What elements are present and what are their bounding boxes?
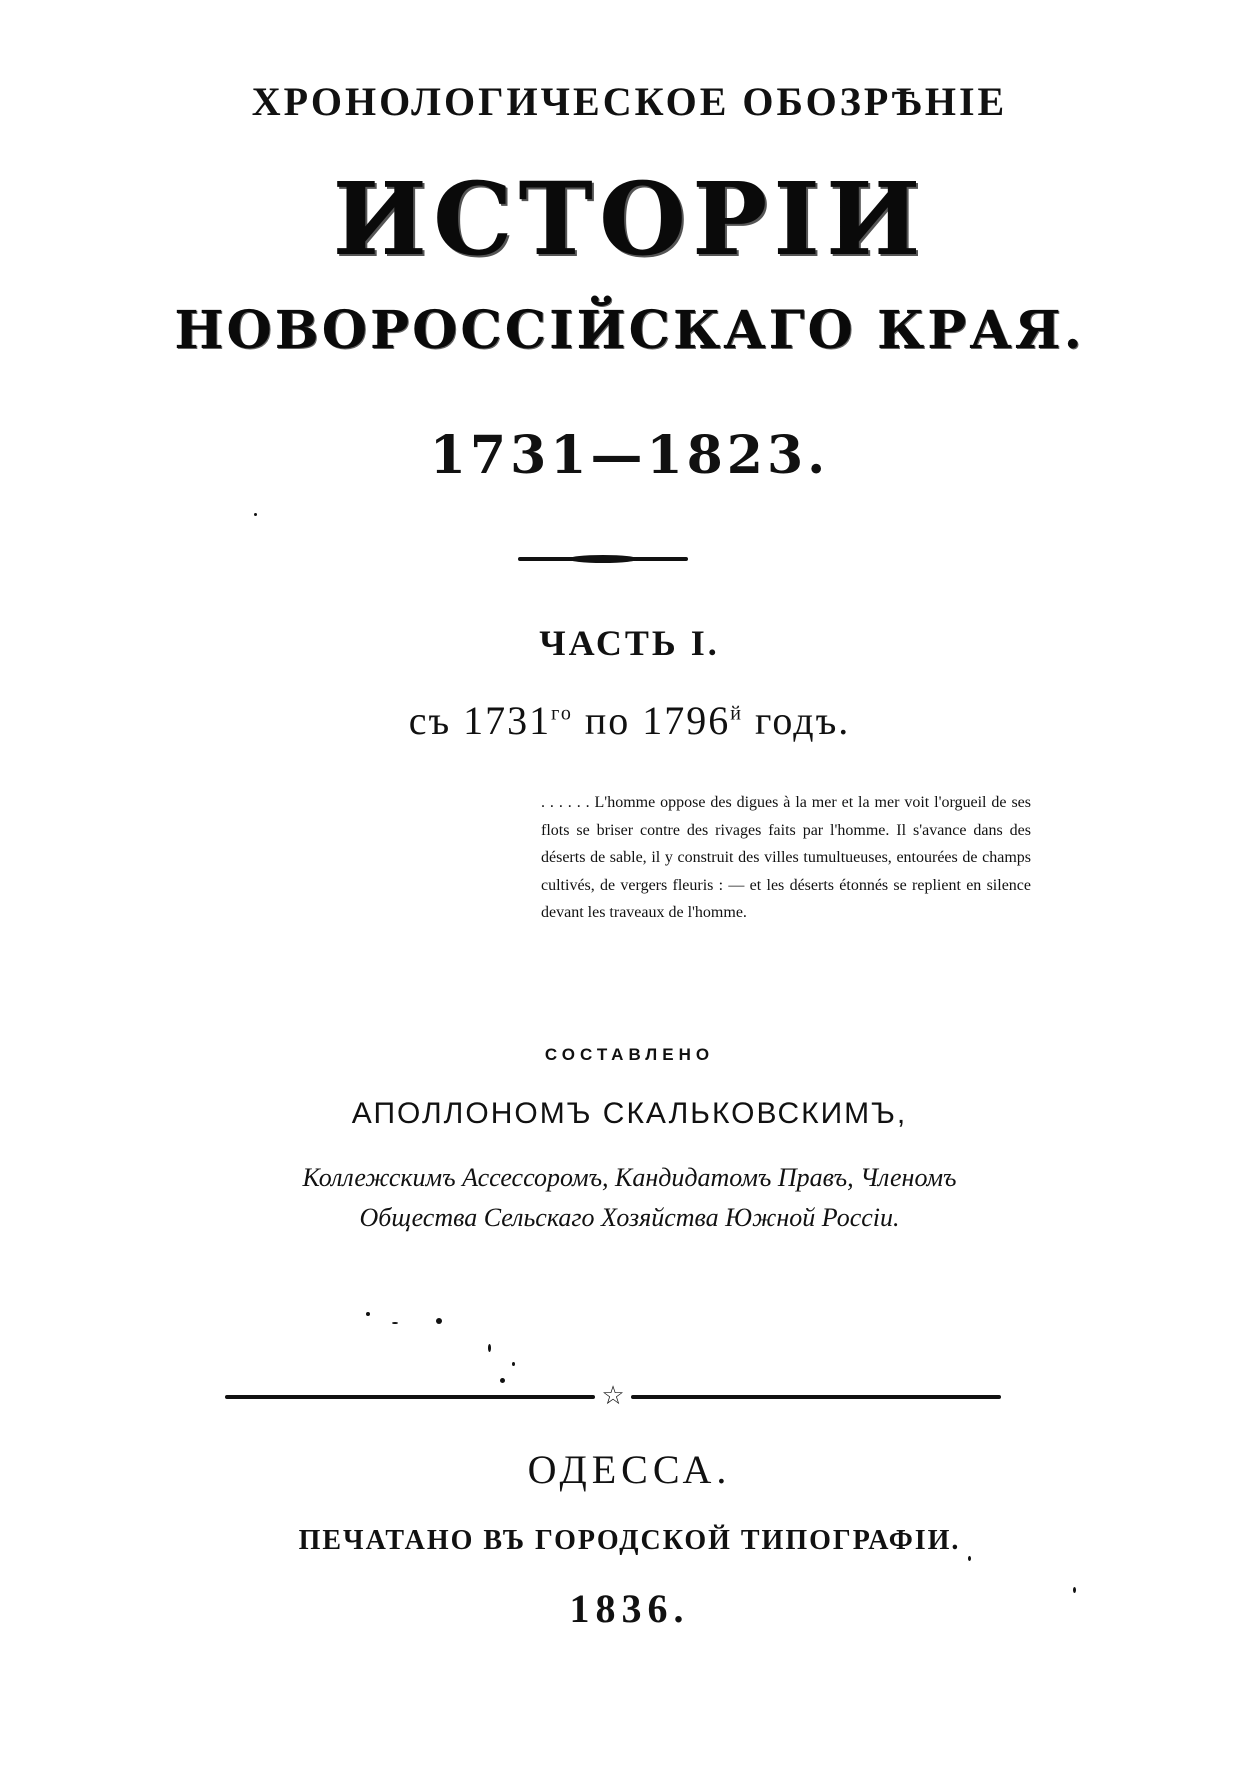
part-heading: ЧАСТЬ I. <box>539 623 720 663</box>
city: ОДЕССА. <box>527 1447 732 1492</box>
composed-label: СОСТАВЛЕНО <box>544 1045 715 1064</box>
print-speck <box>488 1344 491 1352</box>
print-speck <box>366 1312 370 1316</box>
print-speck <box>392 1322 398 1324</box>
printer-line: ПЕЧАТАНО ВЪ ГОРОДСКОЙ ТИПОГРАФІИ. <box>298 1525 961 1556</box>
publication-year: 1836. <box>569 1586 690 1631</box>
period-prefix: съ 1731 <box>408 698 552 743</box>
print-speck <box>254 513 257 516</box>
credentials-line-2: Общества Сельскаго Хозяйства Южной Россіи. <box>359 1203 900 1232</box>
author-name: АПОЛЛОНОМЪ СКАЛЬКОВСКИМЪ, <box>351 1097 908 1130</box>
print-speck <box>500 1378 505 1383</box>
ornamental-divider <box>225 1381 1001 1411</box>
print-speck <box>968 1556 971 1561</box>
subtitle: НОВОРОССІЙСКАГО КРАЯ. <box>174 300 1085 361</box>
credentials-line-1: Коллежскимъ Ассессоромъ, Кандидатомъ Правъ, Членомъ <box>302 1163 957 1192</box>
period-prefix-sup: го <box>551 702 573 725</box>
short-divider <box>518 557 688 561</box>
period-middle: по 1796 <box>572 698 731 743</box>
print-speck <box>512 1362 515 1366</box>
star-icon: ☆ <box>601 1381 625 1411</box>
overtitle: ХРОНОЛОГИЧЕСКОЕ ОБОЗРѢНІЕ <box>251 79 1008 124</box>
period-middle-sup: й <box>730 702 743 725</box>
author-credentials <box>0 1158 1259 1238</box>
epigraph: . . . . . . L'homme oppose des digues à la mer et la mer voit l'orgueil de ses flots se briser contre des rivages faits par l'homme. Il s'avance dans des déserts de sable, il y construit des villes tumultueuses, entourées de champs cultivés, de vergers fleuris : — et les déserts étonnés se replient en silence devant les traveaux de l'homme. <box>541 794 1031 921</box>
divider-left-bar <box>225 1395 595 1399</box>
main-title: ИСТОРІИ <box>332 160 927 278</box>
period-suffix: годъ. <box>742 698 851 743</box>
period-line <box>0 697 1259 744</box>
print-speck <box>436 1318 442 1324</box>
divider-right-bar <box>631 1395 1001 1399</box>
year-range: 1731—1823. <box>429 425 830 486</box>
